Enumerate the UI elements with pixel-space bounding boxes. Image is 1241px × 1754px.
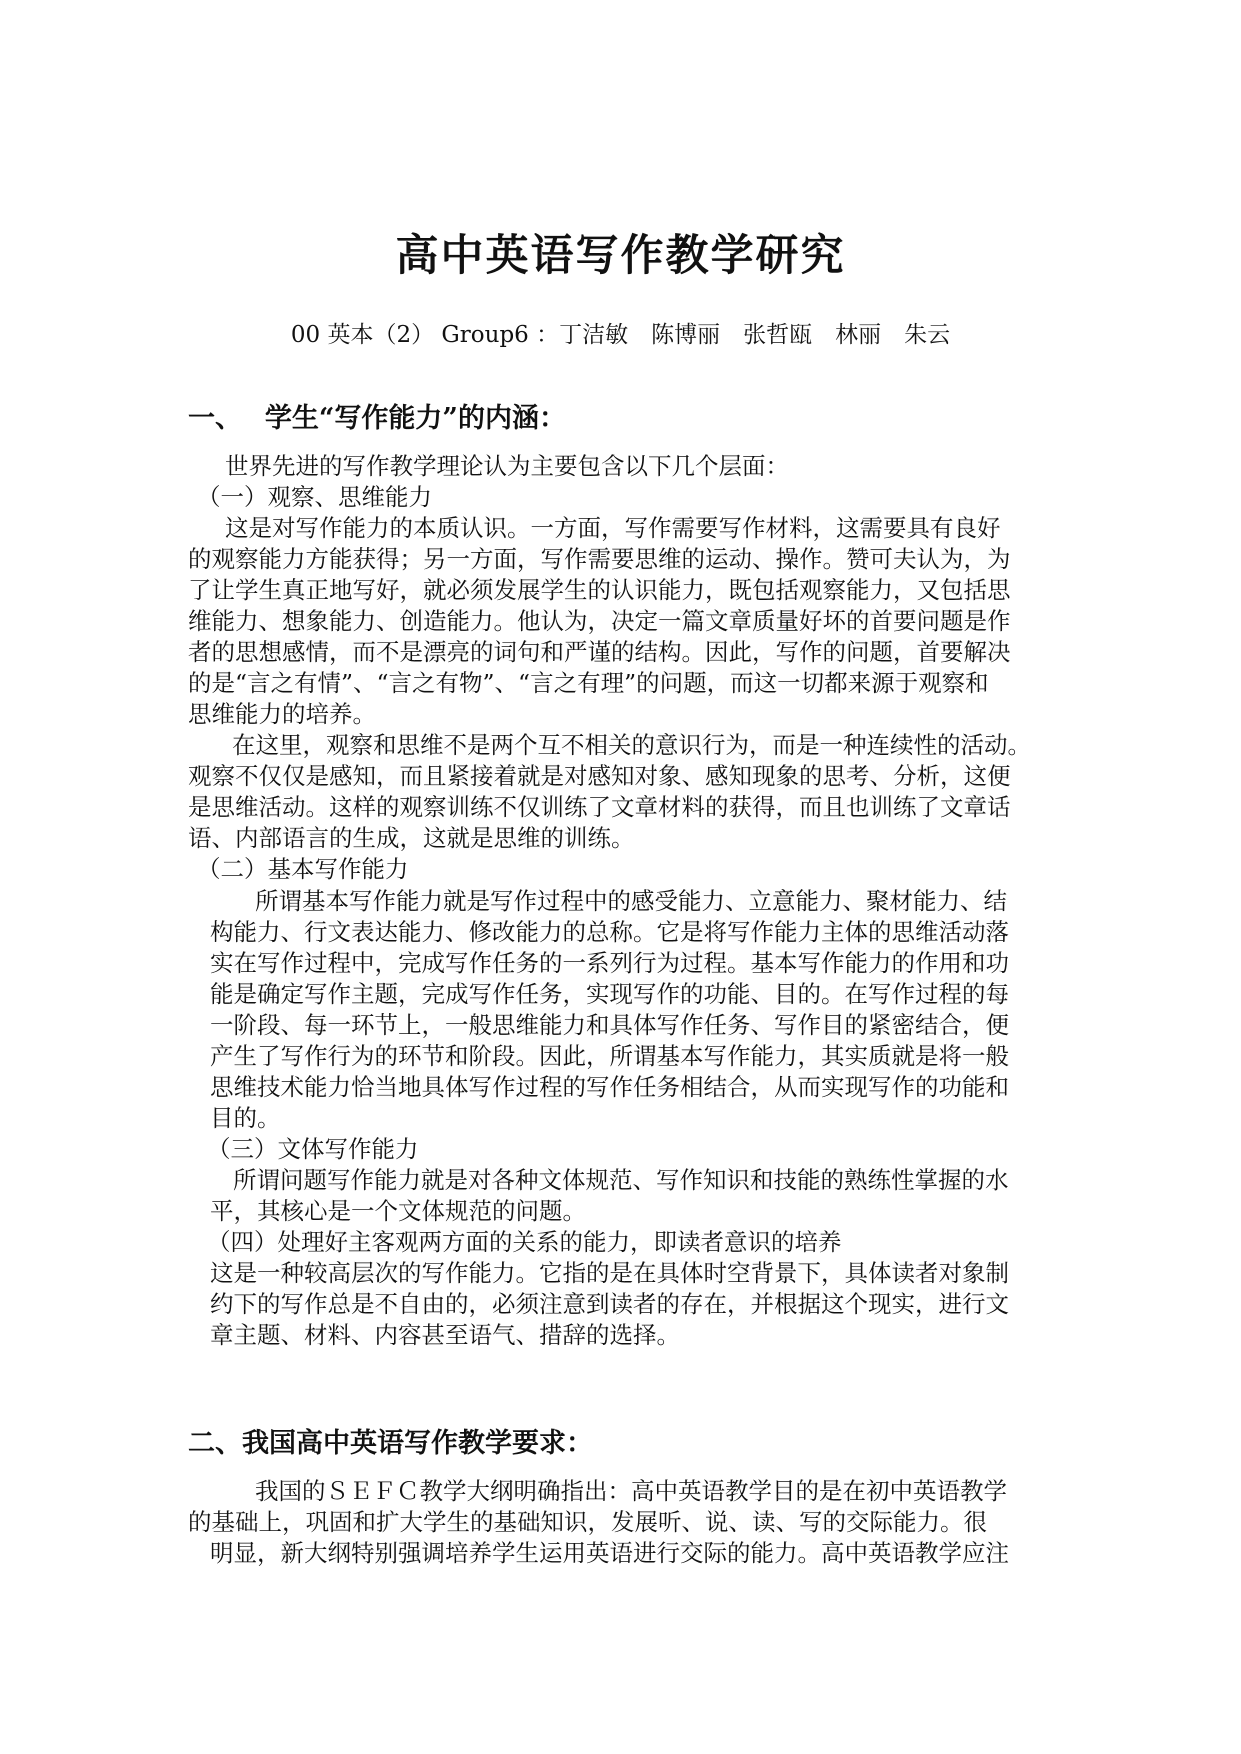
subheading-3: （三）文体写作能力: [207, 1135, 419, 1163]
paragraph-line: 的观察能力方能获得；另一方面，写作需要思维的运动、操作。赞可夫认为，为: [188, 545, 1011, 573]
paragraph-line: 约下的写作总是不自由的，必须注意到读者的存在，并根据这个现实，进行文: [210, 1290, 1009, 1318]
paragraph-line: 观察不仅仅是感知，而且紧接着就是对感知对象、感知现象的思考、分析，这便: [188, 762, 1011, 790]
paragraph-line: 一阶段、每一环节上，一般思维能力和具体写作任务、写作目的紧密结合，便: [210, 1011, 1009, 1039]
paragraph-line: 语、内部语言的生成，这就是思维的训练。: [188, 824, 635, 852]
paragraph-line: 明显，新大纲特别强调培养学生运用英语进行交际的能力。高中英语教学应注: [210, 1539, 1009, 1567]
section-1-intro: 世界先进的写作教学理论认为主要包含以下几个层面：: [225, 452, 789, 480]
paragraph-line: 这是一种较高层次的写作能力。它指的是在具体时空背景下，具体读者对象制: [210, 1259, 1009, 1287]
paragraph-line: 思维技术能力恰当地具体写作过程的写作任务相结合，从而实现写作的功能和: [210, 1073, 1009, 1101]
section-2-heading: 二、我国高中英语写作教学要求：: [188, 1428, 593, 1459]
paragraph-line: 思维能力的培养。: [188, 700, 376, 728]
paragraph-line: 维能力、想象能力、创造能力。他认为，决定一篇文章质量好坏的首要问题是作: [188, 607, 1011, 635]
subheading-1: （一）观察、思维能力: [197, 483, 432, 511]
paragraph-line: 这是对写作能力的本质认识。一方面，写作需要写作材料，这需要具有良好: [225, 514, 1001, 542]
paragraph-line: 者的思想感情，而不是漂亮的词句和严谨的结构。因此，写作的问题，首要解决: [188, 638, 1011, 666]
paragraph-line: 能是确定写作主题，完成写作任务，实现写作的功能、目的。在写作过程的每: [210, 980, 1009, 1008]
paragraph-line: 构能力、行文表达能力、修改能力的总称。它是将写作能力主体的思维活动落: [210, 918, 1009, 946]
paragraph-line: 的基础上，巩固和扩大学生的基础知识，发展听、说、读、写的交际能力。很: [188, 1508, 987, 1536]
paragraph-line: 所谓基本写作能力就是写作过程中的感受能力、立意能力、聚材能力、结: [255, 887, 1007, 915]
paragraph-line: 实在写作过程中，完成写作任务的一系列行为过程。基本写作能力的作用和功: [210, 949, 1009, 977]
paragraph-line: 目的。: [210, 1104, 281, 1132]
paragraph-line: 是思维活动。这样的观察训练不仅训练了文章材料的获得，而且也训练了文章话: [188, 793, 1011, 821]
document-title: 高中英语写作教学研究: [395, 231, 846, 281]
paragraph-line: 章主题、材料、内容甚至语气、措辞的选择。: [210, 1321, 680, 1349]
paragraph-line: 产生了写作行为的环节和阶段。因此，所谓基本写作能力，其实质就是将一般: [210, 1042, 1009, 1070]
paragraph-line: 的是“言之有情”、“言之有物”、“言之有理”的问题，而这一切都来源于观察和: [188, 669, 989, 697]
paragraph-line: 我国的ＳＥＦＣ教学大纲明确指出：高中英语教学目的是在初中英语教学: [255, 1477, 1007, 1505]
author-line: 00 英本（2） Group6 ：丁洁敏 陈博丽 张哲瓯 林丽 朱云: [290, 322, 951, 348]
paragraph-line: 所谓问题写作能力就是对各种文体规范、写作知识和技能的熟练性掌握的水: [233, 1166, 1009, 1194]
subheading-2: （二）基本写作能力: [197, 855, 409, 883]
subheading-4: （四）处理好主客观两方面的关系的能力，即读者意识的培养: [207, 1228, 842, 1256]
paragraph-line: 了让学生真正地写好，就必须发展学生的认识能力，既包括观察能力，又包括思: [188, 576, 1011, 604]
section-1-heading: 一、 学生“写作能力”的内涵：: [188, 403, 566, 434]
paragraph-line: 平，其核心是一个文体规范的问题。: [210, 1197, 586, 1225]
paragraph-line: 在这里，观察和思维不是两个互不相关的意识行为，而是一种连续性的活动。: [232, 731, 1031, 759]
